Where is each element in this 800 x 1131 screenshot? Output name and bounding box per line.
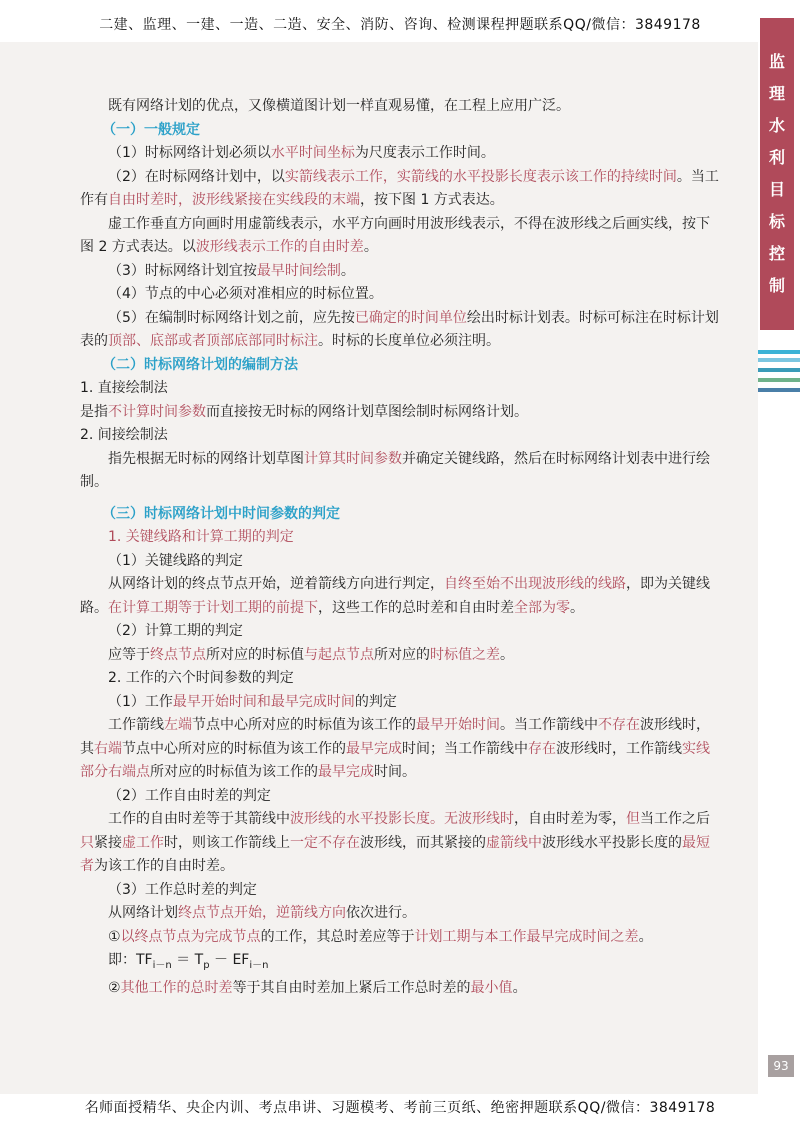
paragraph: （5）在编制时标网络计划之前，应先按已确定的时间单位绘出时标计划表。时标可标注在时标计划表的顶部、底部或者顶部底部同时标注。时标的长度单位必须注明。: [80, 309, 719, 349]
side-tab-char: 监: [768, 52, 785, 71]
side-tab-char: 标: [768, 212, 785, 231]
main-content: [80, 95, 720, 1001]
section-heading: （一）一般规定: [102, 121, 200, 138]
paragraph: 指先根据无时标的网络计划草图计算其时间参数并确定关键线路，然后在时标网络计划表中进行绘制。: [80, 450, 710, 490]
subheading: 1. 关键线路和计算工期的判定: [108, 529, 294, 545]
paragraph: 从网络计划的终点节点开始，逆着箭线方向进行判定，自终至始不出现波形线的线路，即为关键线路。在计算工期等于计划工期的前提下，这些工作的总时差和自由时差全部为零。: [80, 576, 710, 616]
side-tab-char: 制: [768, 276, 785, 295]
paragraph: 虚工作垂直方向画时用虚箭线表示，水平方向画时用波形线表示，不得在波形线之后画实线，按下图 2 方式表达。以波形线表示工作的自由时差。: [80, 215, 710, 255]
paragraph: （2）在时标网络计划中，以实箭线表示工作，实箭线的水平投影长度表示该工作的持续时间。当工作有自由时差时，波形线紧接在实线段的末端，按下图 1 方式表达。: [80, 168, 719, 208]
decor-stripe: [758, 350, 800, 354]
subheading: （1）关键线路的判定: [108, 552, 243, 569]
paragraph: ①以终点节点为完成节点的工作，其总时差应等于计划工期与本工作最早完成时间之差。: [108, 928, 653, 945]
page-number: 93: [768, 1055, 794, 1077]
paragraph: 工作箭线左端节点中心所对应的时标值为该工作的最早开始时间。当工作箭线中不存在波形线时，其右端节点中心所对应的时标值为该工作的最早完成时间；当工作箭线中存在波形线时，工作箭线实线部分右端点所对应的时标值为该工作的最早完成时间。: [80, 717, 710, 780]
subheading: 2. 工作的六个时间参数的判定: [108, 670, 294, 686]
side-tab-char: 目: [768, 180, 785, 199]
chapter-side-tab: [760, 18, 794, 330]
side-tab-char: 利: [768, 148, 785, 167]
decor-stripe: [758, 378, 800, 382]
paragraph: （4）节点的中心必须对准相应的时标位置。: [108, 286, 383, 302]
paragraph: 既有网络计划的优点，又像横道图计划一样直观易懂，在工程上应用广泛。: [108, 98, 570, 114]
header-banner: 二建、监理、一建、一造、二造、安全、消防、咨询、检测课程押题联系QQ/微信：3849178: [99, 17, 701, 33]
decor-stripe: [758, 368, 800, 372]
subheading: （2）计算工期的判定: [108, 623, 243, 639]
side-tab-char: 理: [768, 84, 785, 103]
paragraph: 应等于终点节点所对应的时标值与起点节点所对应的时标值之差。: [108, 646, 514, 663]
subheading: （1）工作最早开始时间和最早完成时间的判定: [108, 693, 397, 710]
paragraph: ②其他工作的总时差等于其自由时差加上紧后工作总时差的最小值。: [108, 980, 527, 997]
section-heading: （二）时标网络计划的编制方法: [102, 356, 298, 373]
decor-stripe: [758, 358, 800, 362]
paragraph: 工作的自由时差等于其箭线中波形线的水平投影长度。无波形线时，自由时差为零，但当工作之后只紧接虚工作时，则该工作箭线上一定不存在波形线，而其紧接的虚箭线中波形线水平投影长度的最短者为该工作的自由时差。: [80, 811, 710, 874]
paragraph: （1）时标网络计划必须以水平时间坐标为尺度表示工作时间。: [108, 145, 495, 161]
side-tab-char: 水: [768, 116, 785, 135]
paragraph: （3）时标网络计划宜按最早时间绘制。: [108, 262, 355, 279]
subheading: 2. 间接绘制法: [80, 427, 168, 443]
formula: 即：$TF_{i-n} = T_p - EF_{i-n}$: [108, 952, 269, 971]
subheading: （3）工作总时差的判定: [108, 881, 257, 898]
footer-banner: 名师面授精华、央企内训、考点串讲、习题模考、考前三页纸、绝密押题联系QQ/微信：3849178: [84, 1100, 716, 1116]
decor-stripe: [758, 388, 800, 392]
section-heading: （三）时标网络计划中时间参数的判定: [102, 505, 340, 522]
paragraph: 是指不计算时间参数而直接按无时标的网络计划草图绘制时标网络计划。: [80, 403, 528, 420]
subheading: 1. 直接绘制法: [80, 380, 168, 396]
paragraph: 从网络计划终点节点开始，逆箭线方向依次进行。: [108, 905, 416, 921]
subheading: （2）工作自由时差的判定: [108, 787, 271, 804]
side-tab-char: 控: [768, 244, 785, 263]
